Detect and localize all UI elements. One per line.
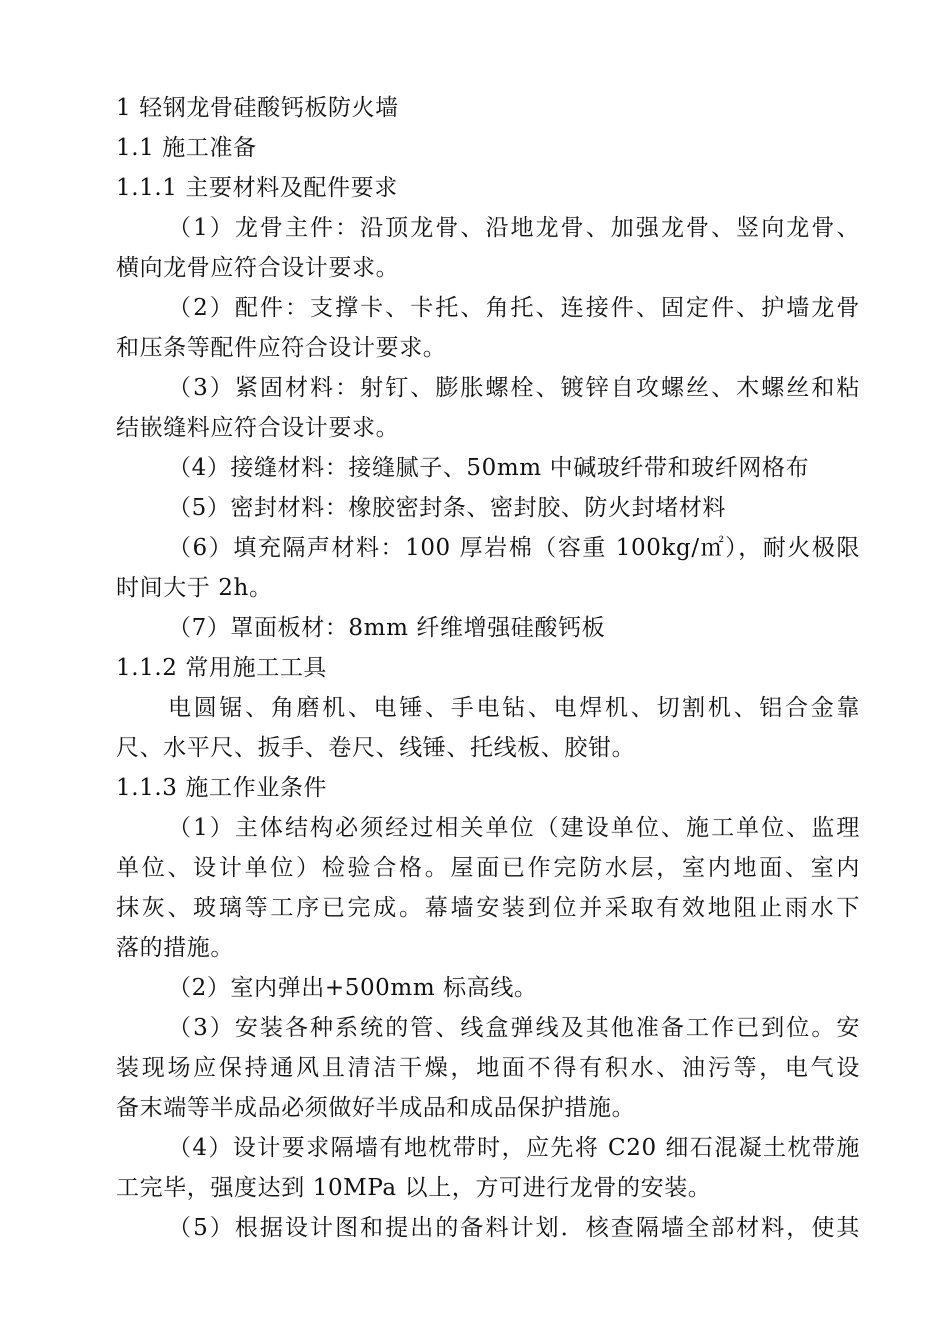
paragraph-line: 单位、设计单位）检验合格。屋面已作完防水层，室内地面、室内 — [116, 855, 860, 881]
paragraph-line: （3）紧固材料：射钉、膨胀螺栓、镀锌自攻螺丝、木螺丝和粘 — [168, 375, 860, 401]
paragraph-line: 结嵌缝料应符合设计要求。 — [116, 415, 400, 441]
paragraph-line: 抹灰、玻璃等工序已完成。幕墙安装到位并采取有效地阻止雨水下 — [116, 895, 860, 921]
heading-level-1: 1 轻钢龙骨硅酸钙板防火墙 — [116, 95, 399, 121]
paragraph-line: 和压条等配件应符合设计要求。 — [116, 335, 447, 361]
paragraph-line: 备末端等半成品必须做好半成品和成品保护措施。 — [116, 1095, 636, 1121]
document-page — [116, 88, 860, 1248]
heading-materials-requirements: 1.1.1 主要材料及配件要求 — [116, 175, 398, 201]
heading-common-tools: 1.1.2 常用施工工具 — [116, 655, 328, 681]
paragraph-line: （5）根据设计图和提出的备料计划．核查隔墙全部材料，使其 — [168, 1215, 860, 1241]
paragraph-line: （4）接缝材料：接缝腻子、50mm 中碱玻纤带和玻纤网格布 — [168, 455, 810, 481]
paragraph-line: 电圆锯、角磨机、电锤、手电钻、电焊机、切割机、铝合金靠 — [168, 695, 860, 721]
paragraph-line: （3）安装各种系统的管、线盒弹线及其他准备工作已到位。安 — [168, 1015, 860, 1041]
paragraph-line: 横向龙骨应符合设计要求。 — [116, 255, 400, 281]
paragraph-line: （5）密封材料：橡胶密封条、密封胶、防火封堵材料 — [168, 495, 727, 521]
paragraph-line: （6）填充隔声材料：100 厚岩棉（容重 100kg/㎡），耐火极限 — [168, 535, 860, 561]
paragraph-line: （4）设计要求隔墙有地枕带时，应先将 C20 细石混凝土枕带施 — [168, 1135, 860, 1161]
paragraph-line: 时间大于 2h。 — [116, 575, 273, 601]
heading-construction-preparation: 1.1 施工准备 — [116, 135, 257, 161]
heading-work-conditions: 1.1.3 施工作业条件 — [116, 775, 328, 801]
paragraph-line: 工完毕，强度达到 10MPa 以上，方可进行龙骨的安装。 — [116, 1175, 712, 1201]
paragraph-line: （1）主体结构必须经过相关单位（建设单位、施工单位、监理 — [168, 815, 860, 841]
paragraph-line: （2）室内弹出+500mm 标高线。 — [168, 975, 538, 1001]
paragraph-line: （7）罩面板材：8mm 纤维增强硅酸钙板 — [168, 615, 606, 641]
paragraph-line: 尺、水平尺、扳手、卷尺、线锤、托线板、胶钳。 — [116, 735, 636, 761]
paragraph-line: （2）配件：支撑卡、卡托、角托、连接件、固定件、护墙龙骨 — [168, 295, 860, 321]
paragraph-line: 装现场应保持通风且清洁干燥，地面不得有积水、油污等，电气设 — [116, 1055, 860, 1081]
paragraph-line: 落的措施。 — [116, 935, 234, 961]
paragraph-line: （1）龙骨主件：沿顶龙骨、沿地龙骨、加强龙骨、竖向龙骨、 — [168, 215, 860, 241]
